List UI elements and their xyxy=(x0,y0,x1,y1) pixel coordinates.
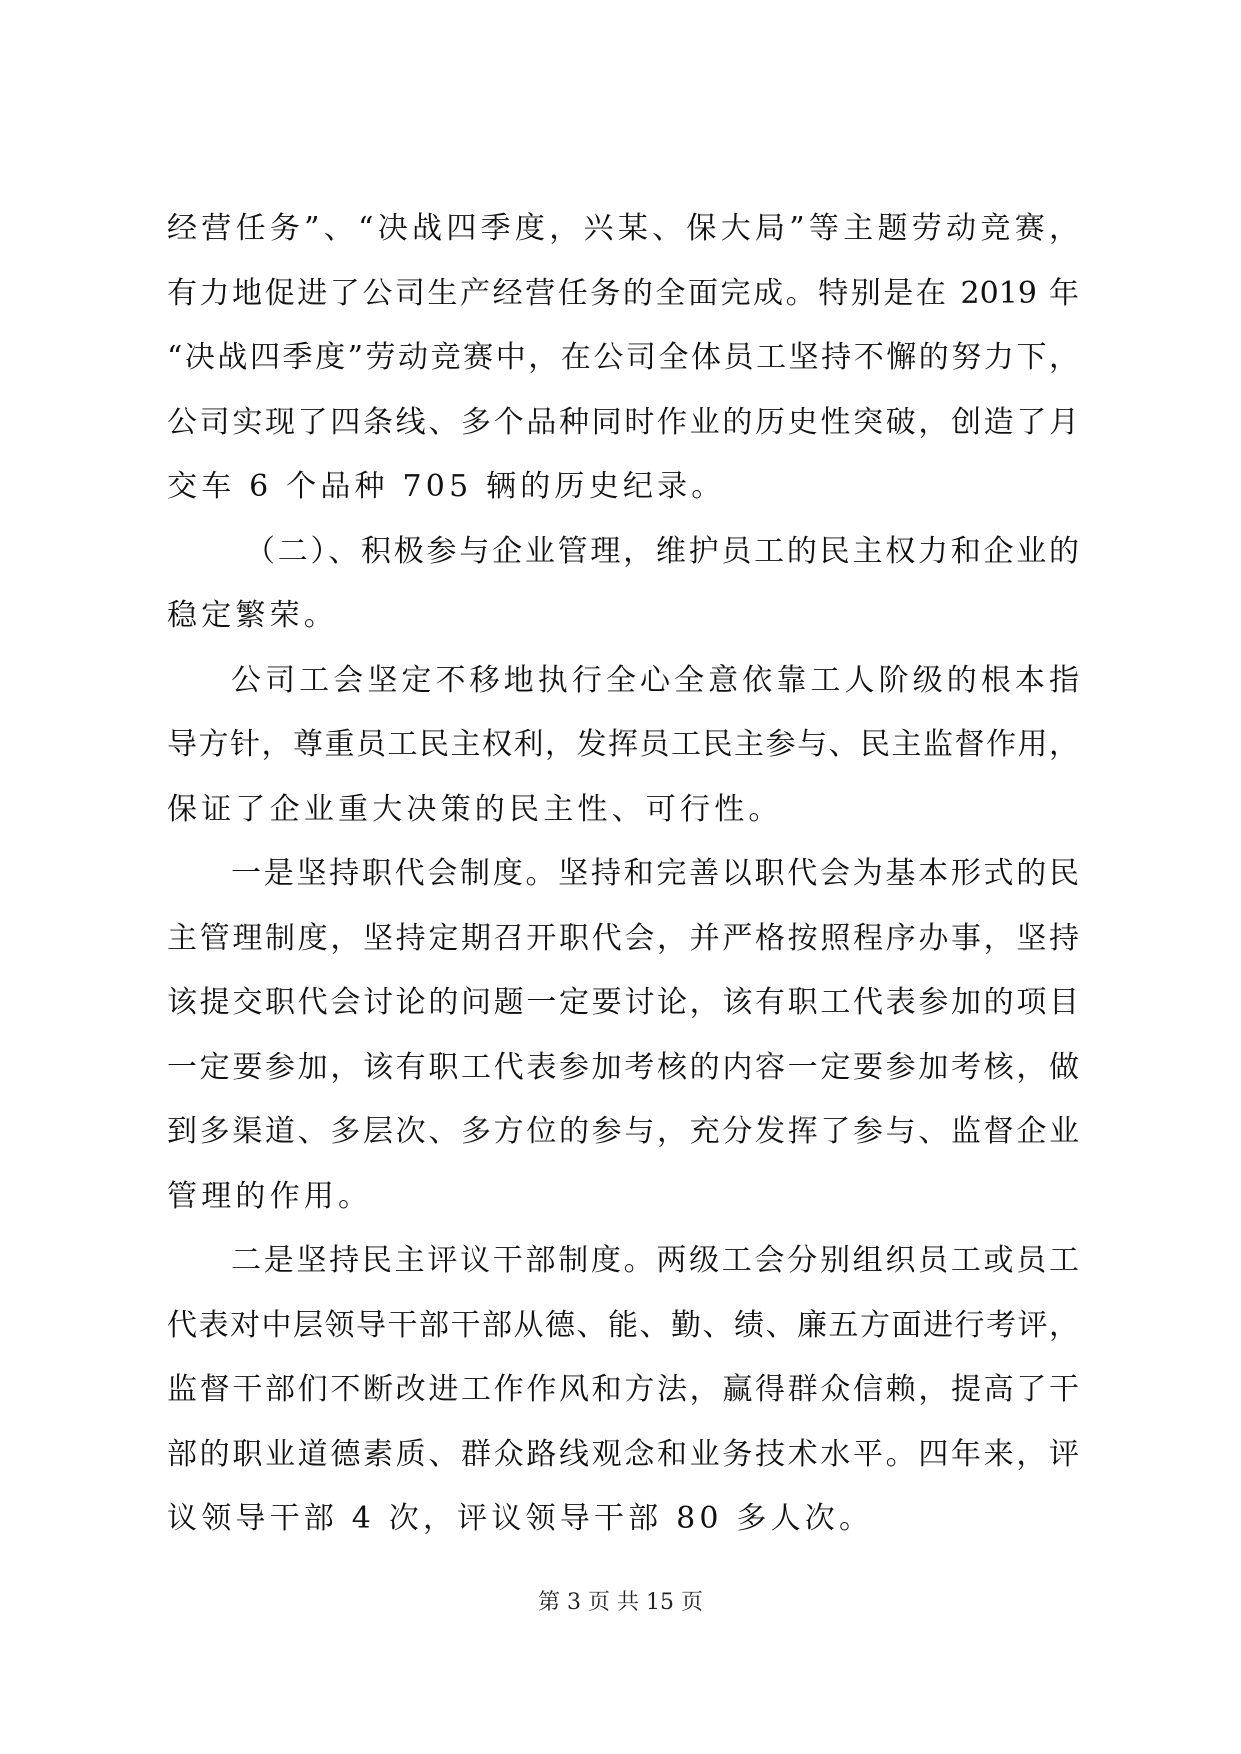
text-line: 主管理制度，坚持定期召开职代会，并严格按照程序办事，坚持 xyxy=(167,920,1079,956)
text-line: 稳定繁荣。 xyxy=(167,598,338,633)
text-line: 公司实现了四条线、多个品种同时作业的历史性突破，创造了月 xyxy=(167,404,1079,440)
text-line: 有力地促进了公司生产经营任务的全面完成。特别是在 2019 年 xyxy=(167,275,1079,311)
text-line: 到多渠道、多层次、多方位的参与，充分发挥了参与、监督企业 xyxy=(167,1114,1079,1149)
text-line: 监督干部们不断改进工作作风和方法，赢得群众信赖，提高了干 xyxy=(167,1372,1079,1407)
paragraph-start: 一是坚持职代会制度。坚持和完善以职代会为基本形式的民 xyxy=(231,856,1079,891)
page-number-footer: 第 3 页 共 15 页 xyxy=(538,1590,703,1615)
text-line: 管理的作用。 xyxy=(167,1178,373,1214)
section-heading: （二）、积极参与企业管理，维护员工的民主权力和企业的 xyxy=(245,533,1079,569)
text-line: 部的职业道德素质、群众路线观念和业务技术水平。四年来，评 xyxy=(167,1436,1079,1472)
text-line: 该提交职代会讨论的问题一定要讨论，该有职工代表参加的项目 xyxy=(167,985,1079,1020)
text-line: “决战四季度”劳动竞赛中，在公司全体员工坚持不懈的努力下， xyxy=(167,340,1079,375)
text-line: 导方针，尊重员工民主权利，发挥员工民主参与、民主监督作用， xyxy=(167,727,1079,762)
paragraph-start: 二是坚持民主评议干部制度。两级工会分别组织员工或员工 xyxy=(231,1243,1079,1278)
text-line: 经营任务”、“决战四季度，兴某、保大局”等主题劳动竞赛， xyxy=(167,211,1079,246)
paragraph-start: 公司工会坚定不移地执行全心全意依靠工人阶级的根本指 xyxy=(231,662,1079,698)
text-line: 代表对中层领导干部干部从德、能、勤、绩、廉五方面进行考评， xyxy=(167,1307,1079,1343)
text-line: 交车 6 个品种 705 辆的历史纪录。 xyxy=(167,469,726,504)
text-line: 保证了企业重大决策的民主性、可行性。 xyxy=(167,791,783,827)
text-line: 一定要参加，该有职工代表参加考核的内容一定要参加考核，做 xyxy=(167,1049,1079,1085)
text-line: 议领导干部 4 次，评议领导干部 80 多人次。 xyxy=(167,1501,874,1536)
document-body xyxy=(167,197,1079,1552)
